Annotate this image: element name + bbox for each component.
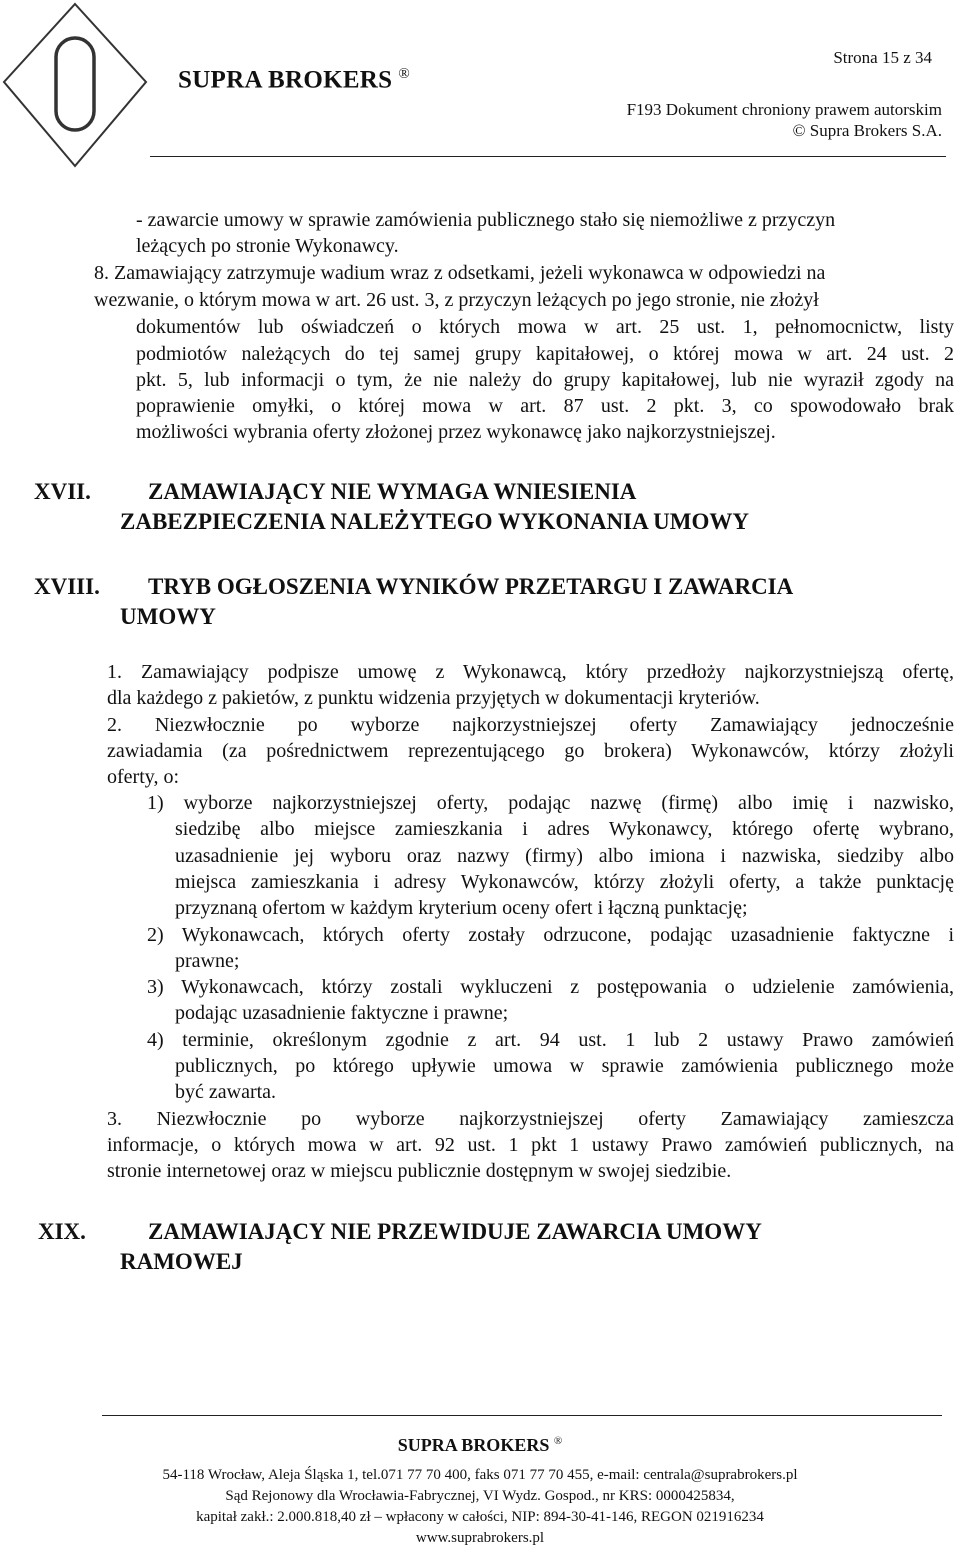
registered-mark: ® [553,1435,563,1447]
list-item-line: przyznaną ofertom w każdym kryterium oceny ofert i łączną punktację; [175,897,748,919]
body-line: dokumentów lub oświadczeń o których mowa w art. 25 ust. 1, pełnomocnictw, listy [136,316,954,338]
section-number: XVII. [34,479,91,504]
footer-registry: Sąd Rejonowy dla Wrocławia-Fabrycznej, VI Wydz. Gospod., nr KRS: 0000425834, [225,1488,735,1504]
header-divider [150,156,946,157]
body-line: - zawarcie umowy w sprawie zamówienia publicznego stało się niemożliwe z przyczyn [136,209,836,231]
body-line: wezwanie, o którym mowa w art. 26 ust. 3, z przyczyn leżących po jego stronie, nie złożył [94,289,819,311]
body-line: leżących po stronie Wykonawcy. [136,235,399,257]
body-line: dla każdego z pakietów, z punktu widzenia przyjętych w dokumentacji kryteriów. [107,687,760,709]
body-line: 8. Zamawiający zatrzymuje wadium wraz z odsetkami, jeżeli wykonawca w odpowiedzi na [94,262,826,284]
body-line: zawiadamia (za pośrednictwem reprezentującego go brokera) Wykonawców, którzy złożyli [107,740,954,762]
section-number: XIX. [38,1219,86,1244]
section-title: TRYB OGŁOSZENIA WYNIKÓW PRZETARGU I ZAWARCIA [148,574,794,599]
list-item-line: miejsca zamieszkania i adresy Wykonawców, którzy złożyli oferty, a także punktację [175,871,954,893]
section-number: XVIII. [34,574,100,599]
section-title: ZAMAWIAJĄCY NIE PRZEWIDUJE ZAWARCIA UMOWY [148,1219,762,1244]
list-item-line: 3) Wykonawcach, którzy zostali wykluczeni z postępowania o udzielenie zamówienia, [147,976,954,998]
list-item-line: być zawarta. [175,1081,277,1103]
list-item-line: 2) Wykonawcach, których oferty zostały odrzucone, podając uzasadnienie faktyczne i [147,924,954,946]
footer-address: 54-118 Wrocław, Aleja Śląska 1, tel.071 77 70 400, faks 071 77 70 455, e-mail: centrala@suprabrokers.pl [162,1467,798,1483]
footer-website: www.suprabrokers.pl [415,1530,545,1546]
footer-capital: kapitał zakł.: 2.000.818,40 zł – wpłacony w całości, NIP: 894-30-41-146, REGON 021916234 [196,1509,764,1525]
body-line: 2. Niezwłocznie po wyborze najkorzystniejszej oferty Zamawiający jednocześnie [107,714,954,736]
registered-mark: ® [398,66,411,82]
list-item-line: siedzibę albo miejsce zamieszkania i adres Wykonawcy, którego ofertę wybrano, [175,818,954,840]
body-line: podmiotów należących do tej samej grupy kapitałowej, o której mowa w art. 24 ust. 2 [136,343,954,365]
body-line: 1. Zamawiający podpisze umowę z Wykonawcą, który przedłoży najkorzystniejszą ofertę, [107,661,954,683]
page-number: Strona 15 z 34 [833,48,932,67]
header-brand: SUPRA BROKERS ® [178,66,411,94]
list-item-line: podając uzasadnienie faktyczne i prawne; [175,1002,509,1024]
body-line: stronie internetowej oraz w miejscu publicznie dostępnym w swojej siedzibie. [107,1160,732,1182]
footer-divider [102,1415,942,1416]
body-line: możliwości wybrania oferty złożonej przez wykonawcę jako najkorzystniejszej. [136,421,776,443]
list-item-line: uzasadnienie jej wyboru oraz nazwy (firmy) albo imiona i nazwiska, siedziby albo [175,845,954,867]
list-item-line: prawne; [175,950,240,972]
footer-brand: SUPRA BROKERS ® [397,1435,563,1455]
section-title: ZABEZPIECZENIA NALEŻYTEGO WYKONANIA UMOWY [120,509,749,534]
list-item-line: 4) terminie, określonym zgodnie z art. 94 ust. 1 lub 2 ustawy Prawo zamówień [147,1029,954,1051]
section-title: UMOWY [120,604,216,629]
list-item-line: 1) wyborze najkorzystniejszej oferty, podając nazwę (firmę) albo imię i nazwisko, [147,792,954,814]
section-title: ZAMAWIAJĄCY NIE WYMAGA WNIESIENIA [148,479,637,504]
body-line: informacje, o których mowa w art. 92 ust. 1 pkt 1 ustawy Prawo zamówień publicznych, na [107,1134,954,1156]
list-item-line: publicznych, po którego upływie umowa w sprawie zamówienia publicznego może [175,1055,954,1077]
document-id: F193 Dokument chroniony prawem autorskim [626,100,942,119]
body-line: pkt. 5, lub informacji o tym, że nie należy do grupy kapitałowej, lub nie wyraził zgody na [136,369,954,391]
copyright: © Supra Brokers S.A. [792,121,942,140]
body-line: oferty, o: [107,766,180,788]
company-logo [0,0,150,185]
body-line: 3. Niezwłocznie po wyborze najkorzystniejszej oferty Zamawiający zamieszcza [107,1108,954,1130]
section-title: RAMOWEJ [120,1249,243,1274]
body-line: poprawienie omyłki, o której mowa w art. 87 ust. 2 pkt. 3, co spowodowało brak [136,395,954,417]
